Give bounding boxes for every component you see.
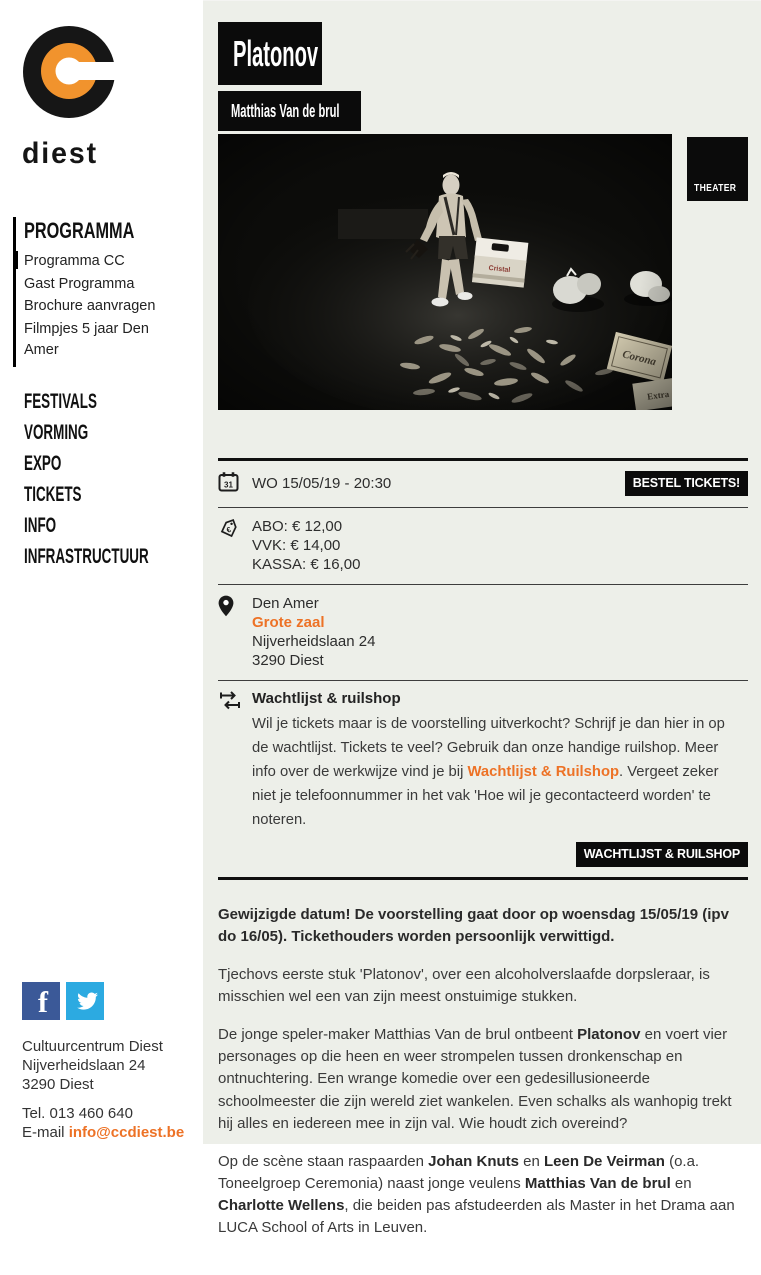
sidebar-footer [22, 982, 184, 1142]
email-link[interactable]: info@ccdiest.be [68, 1124, 185, 1142]
paragraph-date-change: Gewijzigde datum! De voorstelling gaat door op woensdag 15/05/19 (ipv do 16/05). Tickethouders worden persoonlijk verwittigd. [218, 906, 729, 946]
price-kassa: KASSA: € 16,00 [252, 556, 361, 574]
facebook-f-glyph [22, 982, 60, 1020]
contact-name: Cultuurcentrum Diest [22, 1038, 163, 1055]
venue-name: Den Amer [252, 595, 319, 613]
price-vvk: VVK: € 14,00 [252, 537, 341, 555]
sidebar-nav [0, 217, 203, 567]
ccdiest-logo-icon [22, 25, 117, 120]
location-row [218, 585, 748, 681]
event-date: WO 15/05/19 - 20:30 [252, 474, 392, 492]
paragraph-intro: Tjechovs eerste stuk 'Platonov', over een alcoholverslaafde dorpsleraar, is misschien wel een van zijn meest onstuimige stukken. [218, 966, 710, 1006]
twitter-icon[interactable] [66, 982, 104, 1020]
event-company: Matthias Van de brul [231, 100, 340, 121]
sidebar-subitem-gast-programma[interactable]: Gast Programma [24, 275, 135, 292]
svg-text:€: € [225, 524, 233, 535]
sidebar-item-tickets[interactable]: TICKETS [24, 483, 82, 507]
sidebar-item-info[interactable]: INFO [24, 514, 57, 538]
price-abo: ABO: € 12,00 [252, 518, 343, 535]
facebook-icon[interactable] [22, 982, 60, 1020]
twitter-bird-glyph [70, 986, 100, 1016]
paragraph-cast: Op de scène staan raspaarden Johan Knuts en Leen De Veirman (o.a. Toneelgroep Ceremonia) naast jonge veulens Matthias Van de brul en Charlotte Wellens, die beiden pas afstudeerden als Master in het Drama aan LUCA School of Arts in Leuven. [218, 1152, 735, 1236]
exchange-arrows-icon [218, 690, 252, 867]
wachtlijst-ruilshop-button[interactable]: WACHTLIJST & RUILSHOP [576, 842, 748, 867]
sidebar-item-vorming[interactable]: VORMING [24, 421, 89, 445]
category-badge [687, 137, 748, 201]
calendar-icon [218, 470, 252, 497]
category-badge-label: THEATER [694, 182, 737, 194]
event-details [218, 458, 748, 880]
sidebar [0, 0, 203, 1144]
ccdiest-logo[interactable] [22, 25, 203, 125]
map-pin-icon [218, 594, 252, 670]
waitlist-heading: Wachtlijst & ruilshop [252, 690, 401, 708]
sidebar-item-festivals[interactable]: FESTIVALS [24, 390, 97, 414]
logo-wordmark: diest [22, 137, 99, 170]
bestel-tickets-button[interactable]: BESTEL TICKETS! [625, 471, 748, 496]
sidebar-subitem-filmpjes[interactable]: Filmpjes 5 jaar Den Amer [24, 320, 149, 358]
waitlist-text: Wil je tickets maar is de voorstelling uitverkocht? Schrijf je dan hier in op de wachtlijst. Tickets te veel? Gebruik dan onze handige ruilshop. Meer info over de werkwijze vind je bij Wachtlijst & Ruilshop. Vergeet zeker niet je telefoonnummer in het vak 'Hoe wil je gecontacteerd worden' te noteren. [252, 716, 725, 829]
event-description [218, 904, 748, 1275]
event-photo [218, 134, 672, 410]
price-tag-icon [218, 517, 252, 574]
sidebar-item-expo[interactable]: EXPO [24, 452, 62, 476]
contact-street: Nijverheidslaan 24 [22, 1057, 146, 1075]
waitlist-row [218, 681, 748, 880]
svg-text:f: f [38, 986, 48, 1019]
date-row [218, 461, 748, 508]
price-row [218, 508, 748, 585]
main-content [203, 0, 761, 1236]
contact-tel: Tel. 013 460 640 [22, 1105, 133, 1123]
wachtlijst-ruilshop-link[interactable]: Wachtlijst & Ruilshop [467, 764, 620, 781]
contact-city: 3290 Diest [22, 1076, 94, 1094]
page-title: Platonov [233, 32, 319, 74]
venue-city: 3290 Diest [252, 652, 324, 670]
paragraph-synopsis: De jonge speler-maker Matthias Van de brul ontbeent Platonov en voert vier personages op die heen en weer strompelen tussen dronkenschap en ontnuchtering. Een wrange komedie over een gedesillusioneerde schoolmeester die zijn wereld ziet wankelen. Even schalks als wanhopig trekt hij alles en iedereen mee in zijn val. Wie houdt zich overeind? [218, 1026, 732, 1132]
venue-hall[interactable]: Grote zaal [252, 614, 325, 632]
svg-text:31: 31 [224, 480, 233, 490]
contact-email-line: E-mail info@ccdiest.be [22, 1124, 185, 1142]
sidebar-item-programma[interactable]: PROGRAMMA [24, 218, 135, 243]
venue-street: Nijverheidslaan 24 [252, 633, 376, 651]
sidebar-subitem-programma-cc[interactable]: Programma CC [24, 250, 174, 273]
sidebar-subitem-brochure-aanvragen[interactable]: Brochure aanvragen [24, 298, 156, 315]
event-title-box [218, 22, 322, 85]
event-subtitle-box [218, 91, 361, 131]
sidebar-item-infrastructuur[interactable]: INFRASTRUCTUUR [24, 545, 149, 569]
